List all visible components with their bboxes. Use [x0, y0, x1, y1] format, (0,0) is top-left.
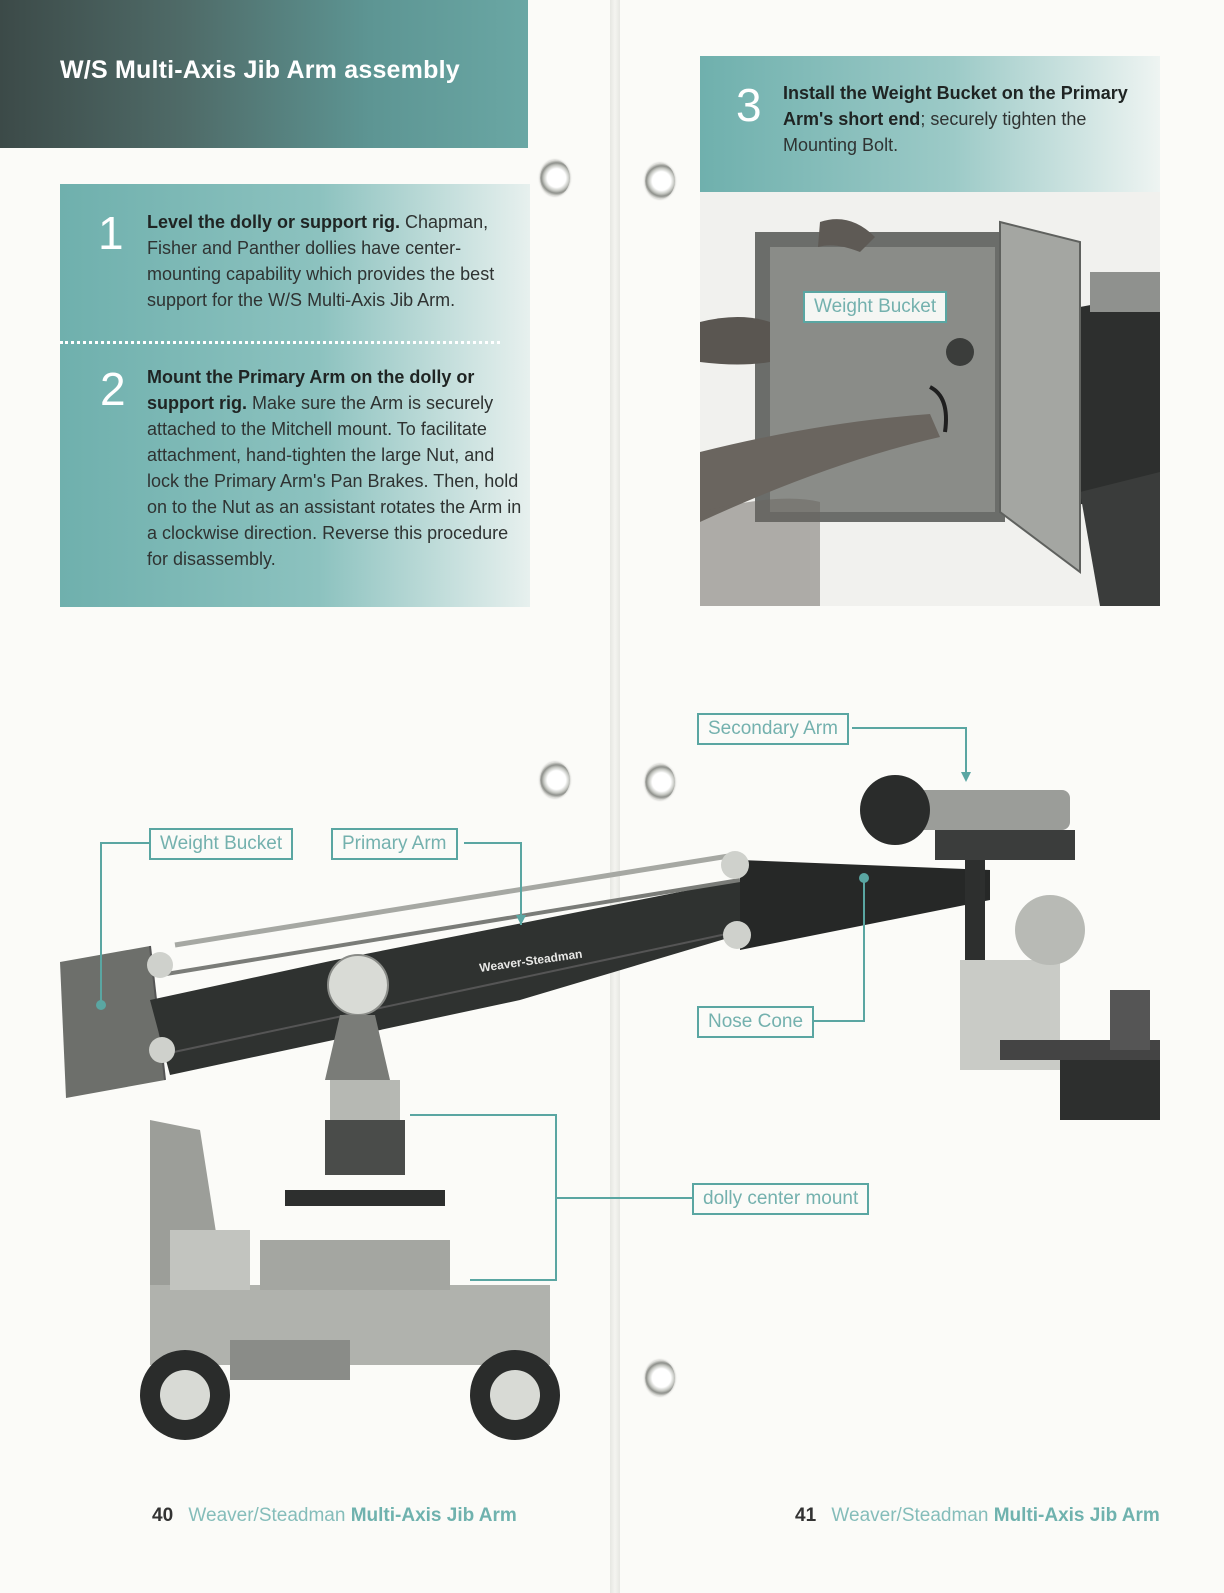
- footer-left: [152, 1505, 517, 1527]
- step-1-body: Chapman, Fisher and Panther dollies have center-mounting capability which provides the best support for the W/S Multi-Axis Jib Arm.: [147, 212, 495, 310]
- step-number: 1: [98, 207, 124, 259]
- footer-product: Multi-Axis Jib Arm: [350, 1505, 517, 1526]
- label-secondary-arm: Secondary Arm: [697, 713, 849, 745]
- page-number: 40: [152, 1505, 174, 1526]
- page-number: 41: [795, 1505, 817, 1526]
- step-1-heading: Level the dolly or support rig.: [147, 212, 401, 232]
- footer-right: [795, 1505, 1160, 1527]
- step-number: 3: [736, 79, 762, 131]
- label-primary-arm: Primary Arm: [331, 828, 458, 860]
- label-weight-bucket-photo: Weight Bucket: [803, 291, 947, 323]
- step-3-body: ; securely tighten the Mounting Bolt.: [783, 109, 1087, 155]
- step-3-heading: Install the Weight Bucket on the Primary Arm's short end: [783, 83, 1128, 129]
- label-weight-bucket: Weight Bucket: [149, 828, 293, 860]
- primary-arm-shape: [150, 880, 755, 1075]
- page-title: W/S Multi-Axis Jib Arm assembly: [60, 56, 460, 84]
- step-2-body: Make sure the Arm is securely attached to the Mitchell mount. To facilitate attachment, hand-tighten the large Nut, and lock the Primary Arm's Pan Brakes. Then, hold on to the Nut as an assistant rotates the Arm in a clockwise direction. Reverse this procedure for disassembly.: [147, 393, 522, 569]
- step-2-heading: Mount the Primary Arm on the dolly or support rig.: [147, 367, 475, 413]
- label-nose-cone: Nose Cone: [697, 1006, 814, 1038]
- footer-brand: Weaver/Steadman: [188, 1505, 346, 1526]
- step-number: 2: [100, 363, 126, 415]
- footer-brand: Weaver/Steadman: [831, 1505, 989, 1526]
- footer-product: Multi-Axis Jib Arm: [993, 1505, 1160, 1526]
- label-dolly-center-mount: dolly center mount: [692, 1183, 869, 1215]
- arm-brand-text: Weaver-Steadman: [478, 946, 584, 975]
